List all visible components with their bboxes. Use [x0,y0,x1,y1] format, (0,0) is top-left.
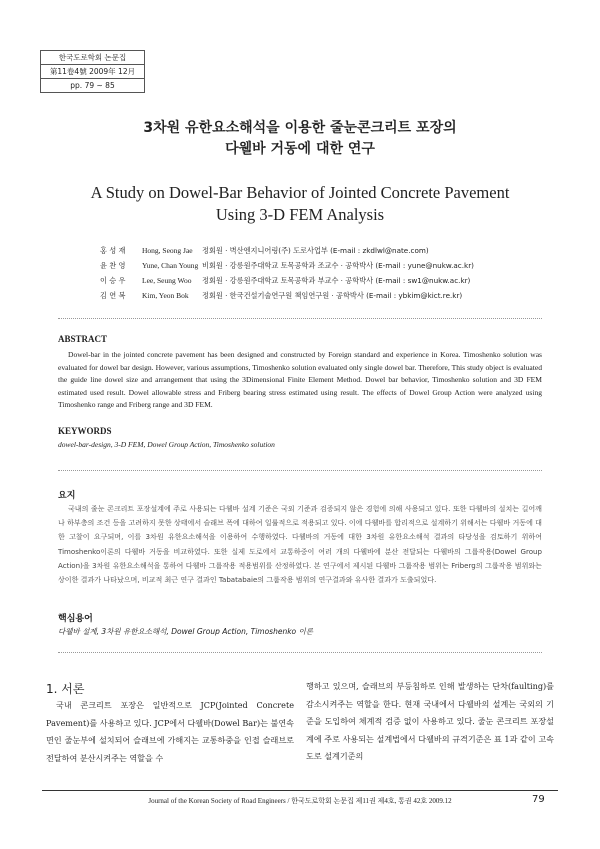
author-affiliation: 비회원 · 강릉원주대학교 토목공학과 조교수 · 공학박사 (E-mail : yune@nukw.ac.kr) [202,261,474,270]
divider [58,470,542,471]
author-affiliation: 정회원 · 벽산엔지니어링(주) 도로사업부 (E-mail : zkdlwl@nate.com) [202,246,429,255]
author-name-en: Hong, Seong Jae [142,246,193,255]
core-words-text: 다웰바 설계, 3차원 유한요소해석, Dowel Group Action, Timoshenko 이론 [58,627,314,636]
title-english [0,182,600,226]
journal-issue: 第11卷4號 2009年 12月 [41,65,144,79]
divider [58,652,542,653]
title-korean-line-1: 3차원 유한요소해석을 이용한 줄눈콘크리트 포장의 [143,120,457,136]
author-name-en: Yune, Chan Young [142,261,199,270]
author-name-ko: 이 승 우 [100,276,126,285]
journal-info-box [40,50,145,93]
section-1-right-column: 행하고 있으며, 슬래브의 부등침하로 인해 발생하는 단차(faulting)를 감소시켜주는 역할을 한다. 현재 국내에서 다웰바의 설계는 국외의 기준을 도입하여 체계적 검증 없이 사용하고 있다. 줄눈 콘크리트 포장설계에 주로 사용되는 설계법에서 다웰바의 규격기준은 표 1과 같이 고속도로 설계기준의 [306,681,554,761]
journal-pages: pp. 79 ~ 85 [70,81,115,90]
author-name-ko: 김 연 복 [100,291,126,300]
author-name-ko: 윤 찬 영 [100,261,126,270]
author-list [100,243,522,303]
title-korean [0,118,600,160]
author-affiliation: 정회원 · 한국건설기술연구원 책임연구원 · 공학박사 (E-mail : ybkim@kict.re.kr) [202,291,463,300]
footer-citation: Journal of the Korean Society of Road Engineers / 한국도로학회 논문집 제11권 제4호, 통권 42호 2009.12 [148,797,452,805]
abstract-heading: ABSTRACT [58,334,108,344]
author-row [100,273,522,288]
divider [58,318,542,319]
section-1-title: 1. 서론 [46,682,85,696]
author-row [100,288,522,303]
author-name-en: Kim, Yeon Bok [142,291,189,300]
author-name-en: Lee, Seung Woo [142,276,192,285]
keywords-heading: KEYWORDS [58,426,112,436]
title-korean-line-2: 다웰바 거동에 대한 연구 [225,141,375,157]
page-number: 79 [532,794,545,805]
core-words-heading: 핵심용어 [58,614,93,624]
title-english-line-1: A Study on Dowel-Bar Behavior of Jointed Concrete Pavement [90,183,510,202]
yoji-text: 국내의 줄눈 콘크리트 포장설계에 주로 사용되는 다웰바 설계 기준은 국외 기준과 검증되지 않은 경험에 의해 사용되고 있다. 또한 다웰바의 설치는 길어깨나 하부층의 조건 등을 고려하지 못한 상태에서 슬래브 폭에 대하여 일률적으로 적용되고 있다. 이에 다웰바를 합리적으로 설계하기 위해서는 다웰바 거동에 대한 고찰이 요구되며, 이를 3차원 유한요소해석을 이용하여 수행하였다. 다웰바의 거동에 대한 3차원 유한요소해석 결과의 타당성을 검토하기 위하여 Timoshenko이론의 다웰바 거동을 비교하였다. 또한 실제 도로에서 교통하중이 여러 개의 다웰바에 분산 전달되는 다웰바의 그룹작용(Dowel Group Action)을 3차원 유한요소해석을 통하여 다웰바 그룹작용 적용범위를 산정하였다. 본 연구에서 제시된 다웰바 그룹작용 범위는 Friberg의 그룹작용 범위와는 상이한 결과가 나타났으며, 비교적 최근 연구 결과인 Tabatabaie의 그룹작용 범위의 연구결과와 유사한 결과가 도출되었다. [58,504,542,585]
author-affiliation: 정회원 · 강릉원주대학교 토목공학과 부교수 · 공학박사 (E-mail : sw1@nukw.ac.kr) [202,276,471,285]
abstract-text: Dowel-bar in the jointed concrete pavement has been designed and constructed by Foreign standard and experience in Korea. Timoshenko solution was evaluated for dowel bar design. However, various assumptions, Timoshenko solution evaluated only single dowel bar. Therefore, This study object is evaluated the guide line dowel size and arrangement that using the 3Dimensional Finite Element Method. Dowel bar behavior, Timoshenko solution and 3D FEM estimated used result. Dowel allowable stress and Friberg bearing stress estimated using result. The effects of Dowel Group Action were analyzed using Timoshenko range and Friberg range and 3D FEM. [58,350,542,410]
journal-name: 한국도로학회 논문집 [41,51,144,65]
title-english-line-2: Using 3-D FEM Analysis [215,205,385,224]
yoji-heading: 요지 [58,491,76,501]
author-row [100,258,522,273]
keywords-text: dowel-bar-design, 3-D FEM, Dowel Group Action, Timoshenko solution [58,440,275,449]
author-row [100,243,522,258]
author-name-ko: 홍 성 재 [100,246,126,255]
section-1-left-column: 국내 콘크리트 포장은 일반적으로 JCP(Jointed Concrete Pavement)를 사용하고 있다. JCP에서 다웰바(Dowel Bar)는 불연속면인 줄눈부에 설치되어 슬래브에 가해지는 교통하중을 인접 슬래브로 전달하여 분산시켜주는 역할을 수 [46,700,294,763]
footer-rule [42,790,558,791]
